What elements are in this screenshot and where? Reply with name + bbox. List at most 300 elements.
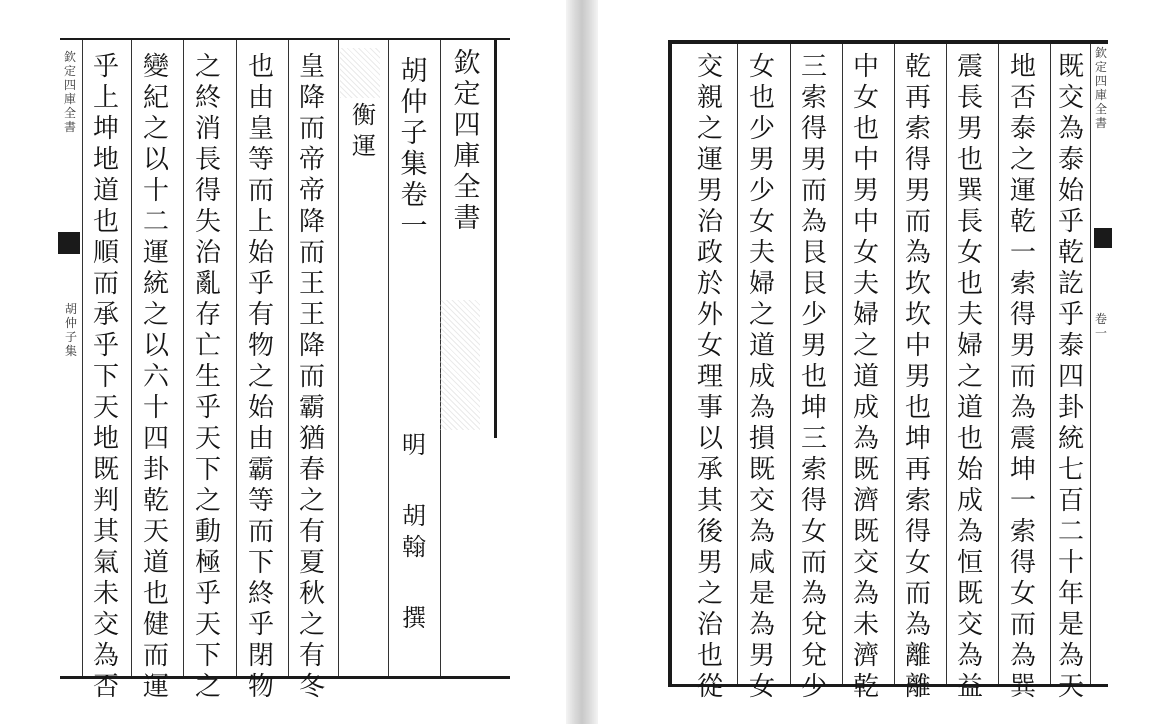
book-title-header — [447, 48, 487, 234]
glyph: 濟 — [852, 486, 879, 516]
margin-volume — [1092, 312, 1110, 340]
glyph: 治 — [696, 610, 723, 640]
glyph: 既 — [748, 455, 775, 485]
glyph: 四 — [453, 110, 481, 141]
glyph: 長 — [956, 207, 983, 237]
glyph: 也 — [852, 114, 879, 144]
glyph: 治 — [696, 207, 723, 237]
glyph: 四 — [142, 424, 169, 454]
glyph: 庫 — [453, 141, 481, 172]
glyph: 女 — [800, 517, 827, 547]
glyph: 一 — [1009, 486, 1036, 516]
glyph: 天 — [194, 610, 221, 640]
glyph: 女 — [748, 672, 775, 702]
column-rule — [388, 40, 389, 676]
column-rule — [1050, 44, 1051, 684]
glyph: 霸 — [298, 393, 325, 423]
glyph: 為 — [748, 393, 775, 423]
glyph: 胡 — [400, 56, 428, 87]
glyph: 胡 — [64, 302, 77, 316]
glyph: 得 — [1009, 300, 1036, 330]
glyph: 為 — [1057, 641, 1084, 671]
glyph: 既 — [852, 517, 879, 547]
glyph: 夫 — [956, 300, 983, 330]
glyph: 等 — [247, 145, 274, 175]
glyph: 乎 — [247, 610, 274, 640]
glyph: 全 — [453, 172, 481, 203]
glyph: 下 — [92, 362, 119, 392]
glyph: 兌 — [800, 641, 827, 671]
glyph: 降 — [298, 83, 325, 113]
glyph: 再 — [904, 455, 931, 485]
glyph: 降 — [298, 331, 325, 361]
glyph: 為 — [800, 579, 827, 609]
glyph: 而 — [1009, 610, 1036, 640]
glyph: 閉 — [247, 641, 274, 671]
glyph: 卦 — [1057, 393, 1084, 423]
glyph: 定 — [1094, 60, 1107, 74]
glyph: 之 — [748, 300, 775, 330]
glyph: 訖 — [1057, 269, 1084, 299]
glyph: 男 — [800, 331, 827, 361]
glyph: 書 — [1094, 116, 1107, 130]
glyph: 以 — [696, 424, 723, 454]
glyph: 天 — [1057, 672, 1084, 702]
glyph: 交 — [956, 610, 983, 640]
glyph: 欽 — [453, 48, 481, 79]
glyph: 也 — [956, 424, 983, 454]
glyph: 上 — [92, 83, 119, 113]
glyph: 也 — [696, 641, 723, 671]
glyph: 冬 — [298, 672, 325, 702]
glyph: 之 — [194, 52, 221, 82]
glyph: 艮 — [800, 238, 827, 268]
glyph: 既 — [956, 579, 983, 609]
glyph: 中 — [852, 52, 879, 82]
glyph: 離 — [904, 641, 931, 671]
glyph: 乾 — [1057, 238, 1084, 268]
column-rule — [998, 44, 999, 684]
glyph: 而 — [247, 176, 274, 206]
glyph: 統 — [1057, 424, 1084, 454]
glyph: 地 — [92, 145, 119, 175]
glyph: 乎 — [194, 393, 221, 423]
glyph: 其 — [92, 517, 119, 547]
text-column — [742, 52, 782, 703]
glyph: 中 — [852, 207, 879, 237]
glyph: 秋 — [298, 579, 325, 609]
print-blemish — [340, 48, 380, 98]
glyph: 也 — [142, 579, 169, 609]
glyph: 定 — [63, 64, 76, 78]
glyph: 濟 — [852, 641, 879, 671]
glyph: 得 — [194, 176, 221, 206]
glyph: 降 — [298, 207, 325, 237]
glyph: 道 — [956, 393, 983, 423]
glyph: 明 — [402, 431, 426, 459]
glyph: 消 — [194, 114, 221, 144]
volume-title — [394, 56, 434, 242]
glyph: 也 — [748, 83, 775, 113]
glyph: 之 — [696, 579, 723, 609]
glyph: 變 — [142, 52, 169, 82]
glyph: 之 — [696, 114, 723, 144]
right-border — [494, 38, 497, 438]
glyph: 之 — [247, 362, 274, 392]
glyph: 女 — [852, 83, 879, 113]
column-rule — [1090, 44, 1091, 684]
glyph: 坤 — [1009, 455, 1036, 485]
glyph: 也 — [92, 207, 119, 237]
glyph: 撰 — [402, 604, 426, 632]
glyph: 男 — [696, 548, 723, 578]
margin-title — [1092, 46, 1110, 130]
glyph: 再 — [904, 83, 931, 113]
text-column — [794, 52, 834, 703]
glyph: 於 — [696, 269, 723, 299]
fishtail-mark — [58, 232, 80, 254]
glyph: 恒 — [956, 548, 983, 578]
glyph: 男 — [696, 176, 723, 206]
column-rule — [131, 40, 132, 676]
glyph: 一 — [1009, 238, 1036, 268]
glyph: 下 — [194, 641, 221, 671]
glyph: 之 — [194, 672, 221, 702]
glyph: 為 — [904, 610, 931, 640]
margin-title — [60, 50, 80, 134]
glyph: 女 — [1009, 579, 1036, 609]
glyph: 集 — [400, 149, 428, 180]
glyph: 乾 — [904, 52, 931, 82]
glyph: 男 — [748, 145, 775, 175]
glyph: 為 — [852, 579, 879, 609]
glyph: 是 — [1057, 610, 1084, 640]
glyph: 交 — [748, 486, 775, 516]
glyph: 運 — [142, 672, 169, 702]
glyph: 六 — [142, 362, 169, 392]
text-column — [1003, 52, 1043, 703]
glyph: 中 — [904, 331, 931, 361]
glyph: 得 — [904, 517, 931, 547]
glyph: 欽 — [63, 50, 76, 64]
glyph: 之 — [1009, 145, 1036, 175]
glyph: 乎 — [92, 331, 119, 361]
glyph: 下 — [194, 455, 221, 485]
glyph: 二 — [142, 207, 169, 237]
text-column — [136, 52, 176, 703]
text-column — [846, 52, 886, 703]
glyph: 也 — [800, 362, 827, 392]
column-rule — [288, 40, 289, 676]
left-border — [668, 40, 672, 686]
glyph: 由 — [247, 83, 274, 113]
glyph: 坤 — [92, 114, 119, 144]
glyph: 子 — [64, 330, 77, 344]
glyph: 順 — [92, 238, 119, 268]
glyph: 乎 — [1057, 300, 1084, 330]
glyph: 得 — [800, 114, 827, 144]
glyph: 四 — [1094, 74, 1107, 88]
glyph: 治 — [194, 238, 221, 268]
glyph: 為 — [748, 517, 775, 547]
glyph: 物 — [247, 331, 274, 361]
glyph: 皇 — [298, 52, 325, 82]
glyph: 而 — [904, 579, 931, 609]
glyph: 女 — [904, 548, 931, 578]
glyph: 長 — [194, 145, 221, 175]
glyph: 一 — [400, 211, 428, 242]
glyph: 坎 — [904, 269, 931, 299]
glyph: 而 — [800, 548, 827, 578]
glyph: 事 — [696, 393, 723, 423]
glyph: 年 — [1057, 579, 1084, 609]
glyph: 下 — [247, 548, 274, 578]
glyph: 巽 — [1009, 672, 1036, 702]
glyph: 為 — [956, 517, 983, 547]
glyph: 始 — [956, 455, 983, 485]
glyph: 胡 — [402, 502, 426, 530]
glyph: 是 — [748, 579, 775, 609]
glyph: 少 — [800, 672, 827, 702]
glyph: 始 — [247, 238, 274, 268]
glyph: 帝 — [298, 176, 325, 206]
glyph: 之 — [194, 486, 221, 516]
glyph: 夫 — [748, 238, 775, 268]
glyph: 乾 — [1009, 207, 1036, 237]
glyph: 也 — [247, 52, 274, 82]
glyph: 成 — [956, 486, 983, 516]
glyph: 而 — [142, 641, 169, 671]
glyph: 卷 — [400, 180, 428, 211]
glyph: 春 — [298, 455, 325, 485]
glyph: 男 — [1009, 331, 1036, 361]
bottom-border — [60, 676, 510, 679]
glyph: 得 — [800, 486, 827, 516]
glyph: 坤 — [904, 424, 931, 454]
column-rule — [737, 44, 738, 684]
glyph: 運 — [142, 238, 169, 268]
glyph: 泰 — [1057, 145, 1084, 175]
glyph: 而 — [298, 114, 325, 144]
glyph: 索 — [800, 83, 827, 113]
glyph: 索 — [1009, 517, 1036, 547]
glyph: 索 — [800, 455, 827, 485]
glyph: 道 — [92, 176, 119, 206]
glyph: 動 — [194, 517, 221, 547]
glyph: 地 — [1009, 52, 1036, 82]
glyph: 女 — [852, 238, 879, 268]
glyph: 否 — [1009, 83, 1036, 113]
glyph: 而 — [800, 176, 827, 206]
glyph: 天 — [142, 517, 169, 547]
glyph: 全 — [1094, 102, 1107, 116]
text-column — [188, 52, 228, 703]
glyph: 而 — [298, 238, 325, 268]
glyph: 始 — [247, 393, 274, 423]
glyph: 坤 — [800, 393, 827, 423]
glyph: 三 — [800, 52, 827, 82]
glyph: 地 — [92, 424, 119, 454]
glyph: 女 — [748, 52, 775, 82]
glyph: 霸 — [247, 455, 274, 485]
glyph: 為 — [748, 610, 775, 640]
glyph: 女 — [956, 238, 983, 268]
column-rule — [82, 40, 83, 676]
glyph: 王 — [298, 300, 325, 330]
glyph: 而 — [904, 207, 931, 237]
glyph: 男 — [904, 176, 931, 206]
glyph: 成 — [748, 362, 775, 392]
glyph: 兌 — [800, 610, 827, 640]
glyph: 衡 — [352, 101, 376, 129]
glyph: 男 — [800, 145, 827, 175]
glyph: 外 — [696, 300, 723, 330]
glyph: 震 — [956, 52, 983, 82]
glyph: 乾 — [142, 486, 169, 516]
glyph: 乎 — [92, 52, 119, 82]
glyph: 承 — [92, 300, 119, 330]
glyph: 索 — [1009, 269, 1036, 299]
glyph: 紀 — [142, 83, 169, 113]
glyph: 而 — [1009, 362, 1036, 392]
glyph: 後 — [696, 517, 723, 547]
glyph: 既 — [92, 455, 119, 485]
glyph: 乾 — [852, 672, 879, 702]
glyph: 交 — [852, 548, 879, 578]
top-border — [60, 38, 510, 40]
glyph: 婦 — [852, 300, 879, 330]
glyph: 而 — [92, 269, 119, 299]
glyph: 運 — [696, 145, 723, 175]
glyph: 之 — [852, 331, 879, 361]
glyph: 皇 — [247, 114, 274, 144]
glyph: 全 — [63, 106, 76, 120]
column-rule — [790, 44, 791, 684]
glyph: 道 — [748, 331, 775, 361]
glyph: 親 — [696, 83, 723, 113]
glyph: 運 — [352, 132, 376, 160]
glyph: 離 — [904, 672, 931, 702]
glyph: 未 — [852, 610, 879, 640]
glyph: 子 — [400, 118, 428, 149]
glyph: 為 — [800, 207, 827, 237]
glyph: 七 — [1057, 455, 1084, 485]
glyph: 定 — [453, 79, 481, 110]
glyph: 存 — [194, 300, 221, 330]
glyph: 判 — [92, 486, 119, 516]
glyph: 運 — [1009, 176, 1036, 206]
glyph: 猶 — [298, 424, 325, 454]
glyph: 道 — [852, 362, 879, 392]
glyph: 男 — [904, 362, 931, 392]
glyph: 卦 — [142, 455, 169, 485]
glyph: 之 — [142, 114, 169, 144]
glyph: 損 — [748, 424, 775, 454]
glyph: 少 — [748, 176, 775, 206]
glyph: 統 — [142, 269, 169, 299]
glyph: 而 — [298, 362, 325, 392]
text-column — [1053, 52, 1089, 703]
glyph: 成 — [852, 393, 879, 423]
column-rule — [894, 44, 895, 684]
glyph: 夏 — [298, 548, 325, 578]
text-column — [241, 52, 281, 703]
glyph: 集 — [64, 344, 77, 358]
glyph: 艮 — [800, 269, 827, 299]
glyph: 由 — [247, 424, 274, 454]
text-column — [950, 52, 990, 703]
margin-book-title — [62, 302, 80, 358]
glyph: 以 — [142, 145, 169, 175]
glyph: 女 — [696, 331, 723, 361]
glyph: 交 — [696, 52, 723, 82]
glyph: 交 — [1057, 83, 1084, 113]
glyph: 始 — [1057, 176, 1084, 206]
top-border — [668, 40, 1108, 44]
column-rule — [842, 44, 843, 684]
glyph: 十 — [142, 176, 169, 206]
glyph: 三 — [800, 424, 827, 454]
glyph: 十 — [1057, 548, 1084, 578]
glyph: 有 — [298, 641, 325, 671]
glyph: 四 — [63, 78, 76, 92]
glyph: 震 — [1009, 424, 1036, 454]
glyph: 乎 — [247, 269, 274, 299]
glyph: 少 — [800, 300, 827, 330]
glyph: 得 — [1009, 548, 1036, 578]
glyph: 天 — [92, 393, 119, 423]
glyph: 少 — [748, 114, 775, 144]
glyph: 理 — [696, 362, 723, 392]
glyph: 未 — [92, 579, 119, 609]
glyph: 四 — [1057, 362, 1084, 392]
glyph: 政 — [696, 238, 723, 268]
glyph: 帝 — [298, 145, 325, 175]
glyph: 健 — [142, 610, 169, 640]
glyph: 既 — [852, 455, 879, 485]
glyph: 卷 — [1094, 312, 1107, 326]
glyph: 王 — [298, 269, 325, 299]
glyph: 一 — [1094, 326, 1107, 340]
section-heading — [344, 100, 384, 162]
glyph: 婦 — [956, 331, 983, 361]
glyph: 交 — [92, 610, 119, 640]
glyph: 乎 — [194, 579, 221, 609]
glyph: 為 — [956, 641, 983, 671]
glyph: 其 — [696, 486, 723, 516]
glyph: 乎 — [1057, 207, 1084, 237]
glyph: 咸 — [748, 548, 775, 578]
glyph: 終 — [247, 579, 274, 609]
right-page — [598, 0, 1168, 724]
glyph: 索 — [904, 486, 931, 516]
glyph: 二 — [1057, 517, 1084, 547]
glyph: 泰 — [1057, 331, 1084, 361]
glyph: 為 — [1057, 114, 1084, 144]
glyph: 男 — [852, 176, 879, 206]
glyph — [410, 461, 418, 501]
glyph: 生 — [194, 362, 221, 392]
glyph: 坎 — [904, 300, 931, 330]
glyph — [410, 563, 418, 603]
glyph: 亂 — [194, 269, 221, 299]
glyph: 長 — [956, 83, 983, 113]
left-page — [0, 0, 566, 724]
glyph: 之 — [956, 362, 983, 392]
glyph: 有 — [298, 517, 325, 547]
glyph: 欽 — [1094, 46, 1107, 60]
text-column — [898, 52, 938, 703]
